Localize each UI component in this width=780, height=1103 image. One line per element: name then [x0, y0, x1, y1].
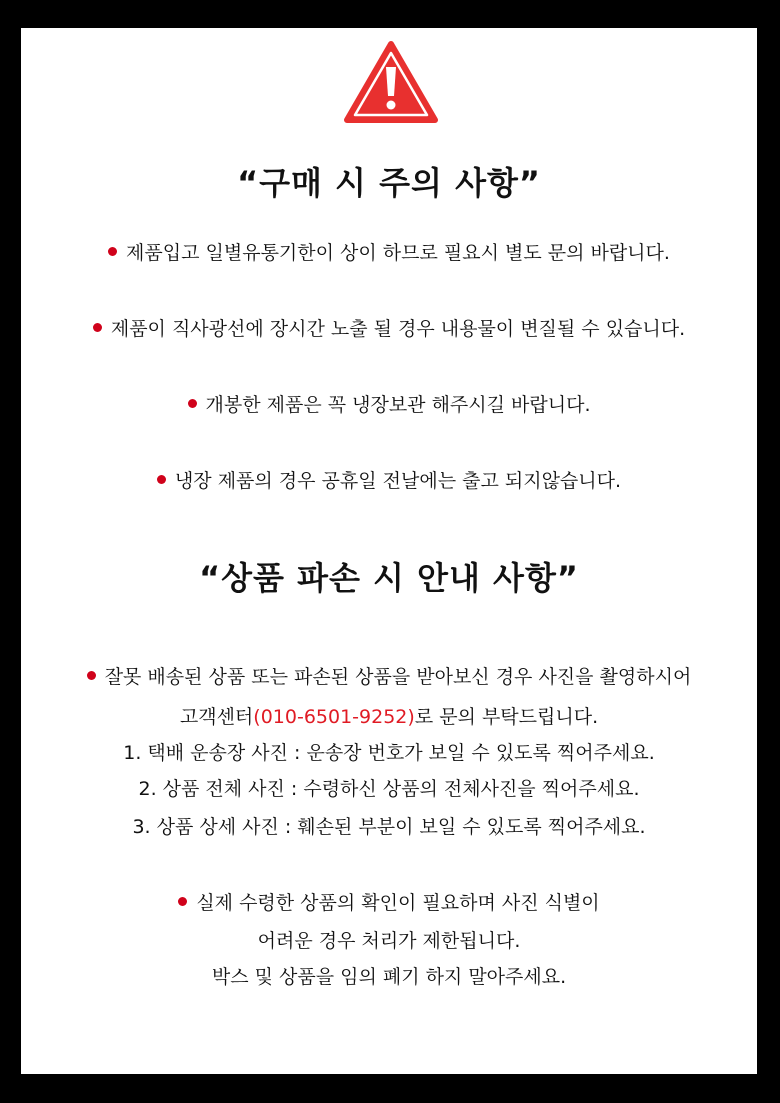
bullet-icon	[157, 475, 166, 484]
purchase-notice-title: “구매 시 주의 사항”	[237, 164, 541, 202]
damage-note-line: 어려운 경우 처리가 제한됩니다.	[257, 930, 521, 952]
purchase-notice-item: 개봉한 제품은 꼭 냉장보관 해주시길 바랍니다.	[21, 390, 757, 417]
damage-notice-title: “상품 파손 시 안내 사항”	[199, 559, 579, 597]
customer-center-phone: (010-6501-9252)	[253, 706, 415, 728]
damage-contact-line: 고객센터(010-6501-9252)로 문의 부탁드립니다.	[179, 706, 599, 728]
warning-triangle-icon	[343, 40, 439, 126]
bullet-icon	[87, 671, 96, 680]
notice-sheet	[21, 28, 757, 1074]
damage-step: 3. 상품 상세 사진 : 훼손된 부분이 보일 수 있도록 찍어주세요.	[132, 816, 646, 838]
damage-intro-line: 잘못 배송된 상품 또는 파손된 상품을 받아보신 경우 사진을 촬영하시어	[21, 662, 757, 689]
bullet-icon	[93, 323, 102, 332]
damage-note-line: 박스 및 상품을 임의 폐기 하지 말아주세요.	[211, 966, 567, 988]
purchase-notice-item: 제품이 직사광선에 장시간 노출 될 경우 내용물이 변질될 수 있습니다.	[21, 314, 757, 341]
bullet-icon	[108, 247, 117, 256]
bullet-icon	[188, 399, 197, 408]
purchase-notice-item: 제품입고 일별유통기한이 상이 하므로 필요시 별도 문의 바랍니다.	[21, 238, 757, 265]
damage-step: 2. 상품 전체 사진 : 수령하신 상품의 전체사진을 찍어주세요.	[138, 778, 640, 800]
bullet-icon	[178, 897, 187, 906]
damage-step: 1. 택배 운송장 사진 : 운송장 번호가 보일 수 있도록 찍어주세요.	[123, 742, 655, 764]
damage-note-line: 실제 수령한 상품의 확인이 필요하며 사진 식별이	[21, 888, 757, 915]
purchase-notice-item: 냉장 제품의 경우 공휴일 전날에는 출고 되지않습니다.	[21, 466, 757, 493]
